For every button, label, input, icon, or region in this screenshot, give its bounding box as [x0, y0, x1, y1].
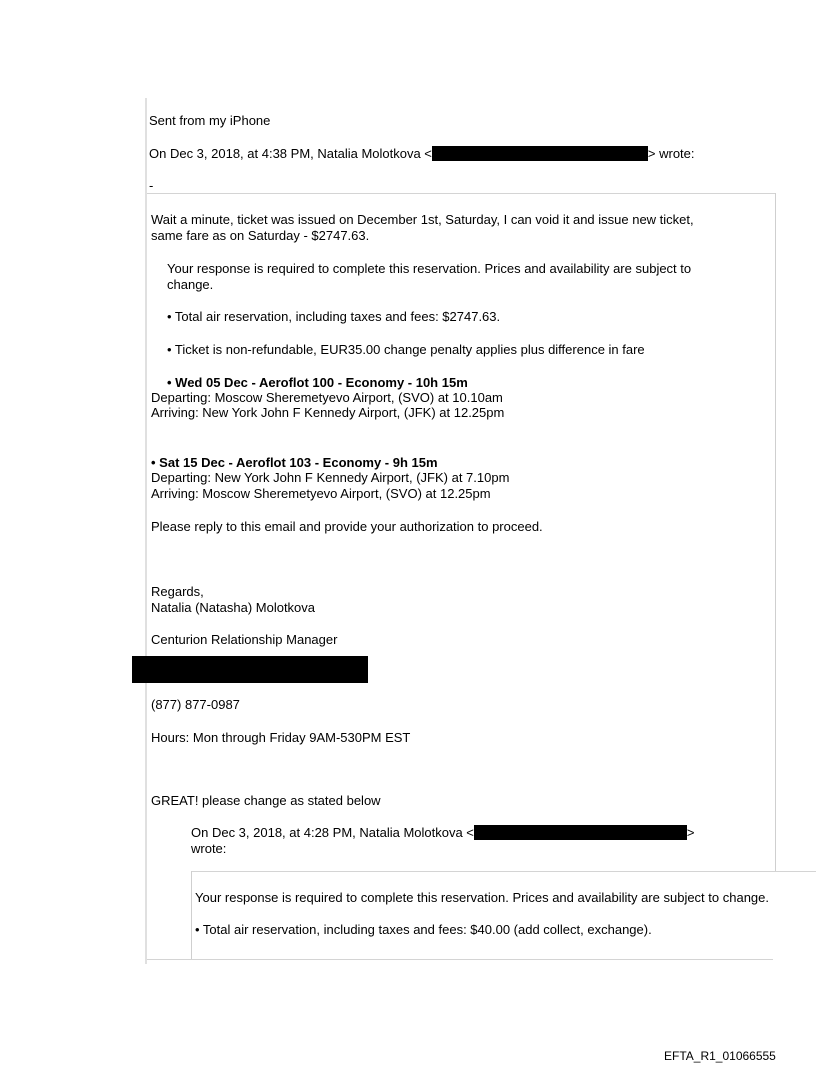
quote2-bullet-total-air: • Total air reservation, including taxes and fees: $40.00 (add collect, exchange).	[195, 922, 652, 937]
regards-line: Regards,	[151, 584, 204, 599]
dash-separator: -	[149, 178, 154, 193]
quote-frame-top	[147, 193, 776, 194]
flight-1-arriving: Arriving: New York John F Kennedy Airport, (JFK) at 12.25pm	[151, 405, 505, 420]
intro-line-2: same fare as on Saturday - $2747.63.	[151, 228, 370, 243]
flight-1-departing: Departing: Moscow Sheremetyevo Airport, (SVO) at 10.10am	[151, 390, 503, 405]
signature-phone: (877) 877-0987	[151, 697, 240, 712]
response-required-line-1: Your response is required to complete this reservation. Prices and availability are subject to	[167, 261, 692, 276]
reply-header-2-prefix: On Dec 3, 2018, at 4:28 PM, Natalia Molotkova <	[191, 825, 474, 840]
quote-frame-bottom	[147, 959, 773, 960]
signature-hours: Hours: Mon through Friday 9AM-530PM EST	[151, 730, 411, 745]
flight-2-arriving: Arriving: Moscow Sheremetyevo Airport, (SVO) at 12.25pm	[151, 486, 491, 501]
reply-header-2-wrote: wrote:	[191, 841, 227, 856]
signature-role: Centurion Relationship Manager	[151, 632, 338, 647]
quote2-frame-left	[191, 871, 192, 960]
quote-frame-right	[775, 193, 776, 871]
reply-header-1-suffix: > wrote:	[647, 146, 695, 161]
quote-bar-outer	[145, 98, 147, 964]
reply-header-2	[191, 825, 695, 841]
quote2-response-required: Your response is required to complete this reservation. Prices and availability are subject to change.	[195, 890, 769, 905]
document-id: EFTA_R1_01066555	[664, 1049, 776, 1063]
response-required-line-2: change.	[167, 277, 214, 292]
reply-header-1-prefix: On Dec 3, 2018, at 4:38 PM, Natalia Molotkova <	[149, 146, 432, 161]
bullet-ticket-terms: • Ticket is non-refundable, EUR35.00 change penalty applies plus difference in fare	[167, 342, 645, 357]
reply-header-2-suffix: >	[686, 825, 695, 840]
quote2-frame-top	[191, 871, 816, 872]
redacted-email-2	[474, 825, 687, 840]
intro-line-1: Wait a minute, ticket was issued on December 1st, Saturday, I can void it and issue new ticket,	[151, 212, 694, 227]
great-reply-line: GREAT! please change as stated below	[151, 793, 381, 808]
please-reply-line: Please reply to this email and provide your authorization to proceed.	[151, 519, 543, 534]
flight-1-title: • Wed 05 Dec - Aeroflot 100 - Economy - 10h 15m	[167, 375, 468, 390]
redacted-email-1	[432, 146, 648, 161]
redacted-signature-block	[132, 656, 368, 683]
reply-header-1	[149, 146, 695, 162]
flight-2-departing: Departing: New York John F Kennedy Airport, (JFK) at 7.10pm	[151, 470, 510, 485]
bullet-total-air: • Total air reservation, including taxes and fees: $2747.63.	[167, 309, 501, 324]
sent-from-line: Sent from my iPhone	[149, 113, 271, 128]
signature-name: Natalia (Natasha) Molotkova	[151, 600, 316, 615]
flight-2-title: • Sat 15 Dec - Aeroflot 103 - Economy - 9h 15m	[151, 455, 438, 470]
